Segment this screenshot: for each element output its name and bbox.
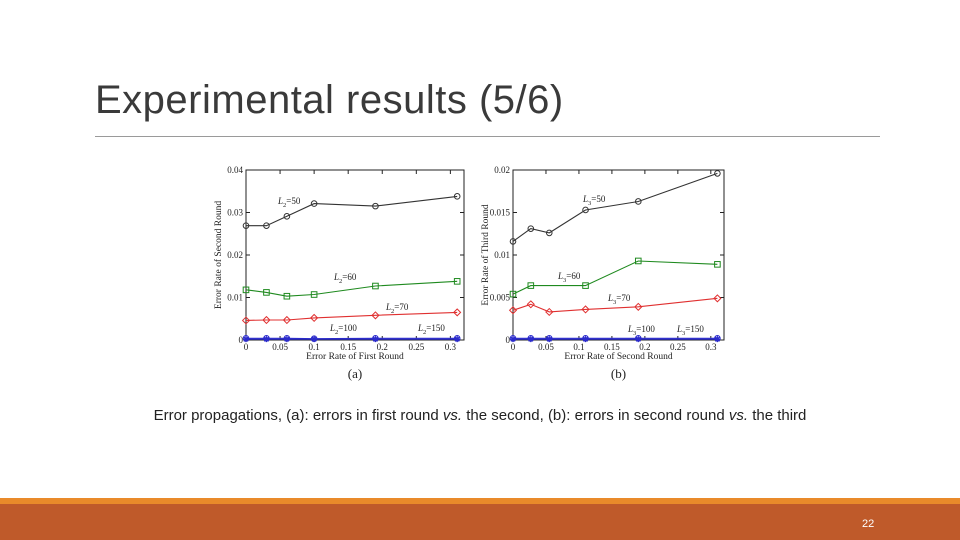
y-tick-label: 0	[238, 335, 243, 345]
footer-bar	[0, 504, 960, 540]
x-tick-label: 0.15	[340, 342, 357, 352]
data-point	[583, 336, 589, 342]
figure-error-propagation	[200, 150, 740, 395]
x-tick-label: 0.1	[308, 342, 320, 352]
y-tick-label: 0.01	[227, 292, 243, 303]
series-label-value: =70	[394, 302, 409, 312]
data-point	[263, 336, 269, 342]
chart-figure	[200, 150, 740, 395]
series-label-value: =50	[591, 194, 606, 204]
series-label-sub: 3	[633, 330, 637, 337]
y-tick-label: 0.02	[494, 165, 510, 175]
x-tick-label: 0	[510, 342, 516, 352]
data-point	[311, 336, 317, 342]
x-tick-label: 0.3	[444, 342, 456, 352]
series-label-sub: 2	[339, 278, 343, 285]
series-label-sub: 2	[423, 329, 427, 336]
series-label-sub: 2	[391, 308, 395, 315]
x-tick-label: 0.1	[573, 342, 585, 352]
series-label-value: =60	[566, 271, 581, 281]
slide-title: Experimental results (5/6)	[95, 78, 564, 122]
x-tick-label: 0.15	[604, 342, 620, 352]
series-label-value: =100	[338, 323, 357, 333]
x-tick-label: 0.2	[376, 342, 388, 352]
caption-vs-1: vs.	[442, 407, 463, 424]
chart-panel-b	[480, 165, 724, 381]
y-tick-label: 0	[505, 335, 510, 345]
data-point	[372, 336, 378, 342]
caption-vs-2: vs.	[728, 407, 749, 424]
x-axis-label: Error Rate of First Round	[306, 352, 404, 362]
data-point	[243, 336, 249, 342]
y-tick-label: 0.02	[227, 250, 243, 260]
series-label-main: L	[628, 324, 634, 334]
series-label-main: L	[583, 194, 589, 204]
y-tick-label: 0.005	[489, 292, 510, 303]
caption-suffix: the third	[748, 407, 807, 424]
series-label-sub: 2	[335, 329, 339, 336]
series-label-sub: 3	[613, 299, 617, 306]
title-divider	[95, 136, 880, 137]
series-label-sub: 3	[682, 330, 686, 337]
y-tick-label: 0.015	[489, 207, 510, 218]
series-label-main: L	[334, 272, 340, 282]
y-tick-label: 0.04	[227, 165, 243, 175]
series-label-main: L	[608, 293, 614, 303]
data-point	[635, 336, 641, 342]
data-point	[528, 336, 534, 342]
series-label-main: L	[330, 323, 336, 333]
y-axis-label: Error Rate of Second Round	[214, 200, 224, 310]
data-point	[714, 336, 720, 342]
x-axis-label: Error Rate of Second Round	[564, 352, 673, 362]
x-tick-label: 0	[243, 342, 249, 352]
series-label-sub: 3	[588, 200, 592, 207]
series-label-main: L	[278, 196, 284, 206]
data-point	[284, 336, 290, 342]
data-point	[510, 336, 516, 342]
series-label-value: =150	[685, 324, 704, 334]
series-label-sub: 3	[563, 277, 567, 284]
x-tick-label: 0.2	[639, 342, 651, 352]
series-label-main: L	[677, 324, 683, 334]
series-label-main: L	[418, 323, 424, 333]
panel-label: (b)	[610, 366, 627, 381]
plot-area	[513, 170, 724, 340]
y-tick-label: 0.03	[227, 207, 243, 218]
series-label-value: =50	[286, 196, 301, 206]
data-point	[546, 336, 552, 342]
x-tick-label: 0.05	[538, 342, 554, 352]
page-number: 22	[862, 518, 875, 530]
panel-label: (a)	[347, 366, 363, 381]
chart-panel-a	[213, 165, 464, 381]
x-tick-label: 0.25	[408, 342, 425, 352]
series-label-main: L	[386, 302, 392, 312]
x-tick-label: 0.25	[669, 342, 686, 352]
series-label-value: =100	[636, 324, 655, 334]
series-label-value: =150	[426, 323, 445, 333]
y-axis-label: Error Rate of Third Round	[481, 204, 491, 306]
series-label-main: L	[558, 271, 564, 281]
x-tick-label: 0.3	[705, 342, 717, 352]
figure-caption	[0, 407, 960, 424]
series-label-value: =70	[616, 293, 631, 303]
y-tick-label: 0.01	[494, 250, 510, 260]
caption-middle: the second, (b): errors in second round	[462, 407, 729, 424]
series-label-sub: 2	[283, 202, 287, 209]
series-label-value: =60	[342, 272, 357, 282]
data-point	[454, 336, 460, 342]
x-tick-label: 0.05	[272, 342, 288, 352]
caption-prefix: Error propagations, (a): errors in first round	[153, 407, 443, 424]
